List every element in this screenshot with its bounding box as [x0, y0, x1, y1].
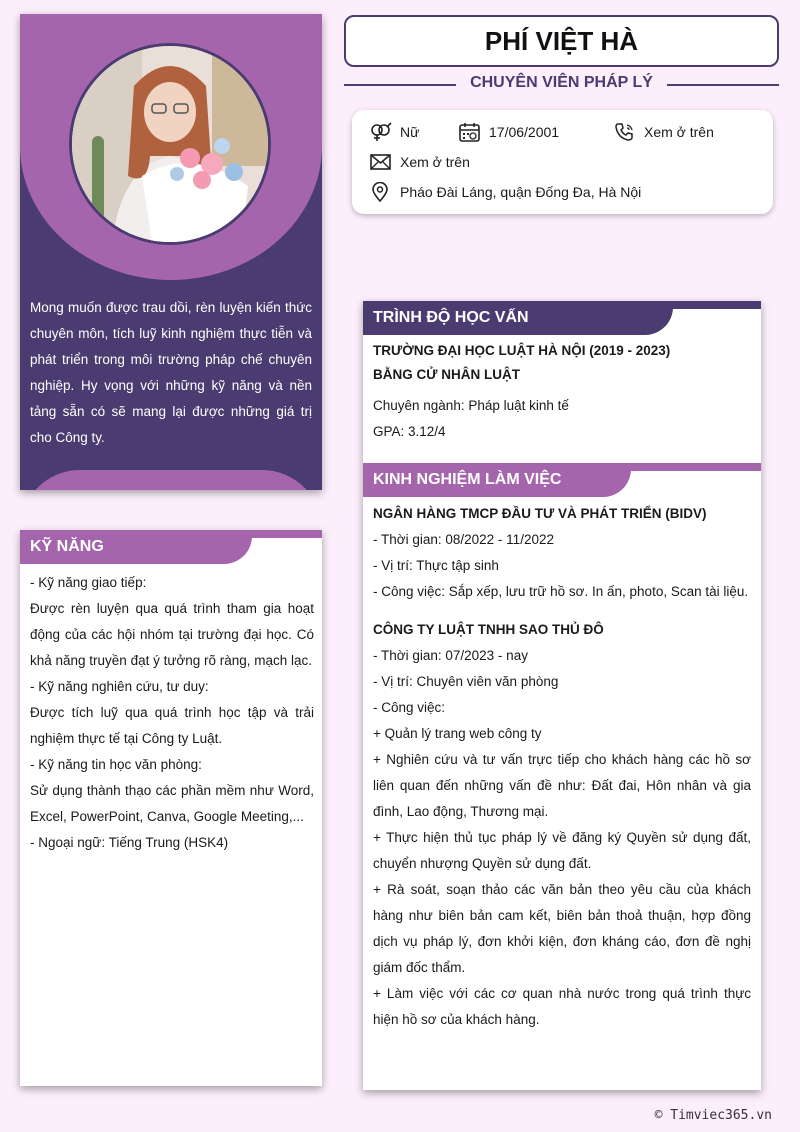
job-line: + Thực hiện thủ tục pháp lý về đăng ký Quyền sử dụng đất, chuyển nhượng Quyền sử dụng đất.: [373, 830, 751, 871]
skills-body: [20, 564, 322, 856]
job-line: - Thời gian: 07/2023 - nay: [373, 648, 528, 663]
skills-header-tab: [20, 530, 252, 564]
main-card: [363, 301, 761, 1090]
skills-header: [20, 530, 322, 564]
job-company: CÔNG TY LUẬT TNHH SAO THỦ ĐÔ: [373, 622, 604, 637]
job-title-text: CHUYÊN VIÊN PHÁP LÝ: [456, 74, 667, 91]
career-objective: Mong muốn được trau dồi, rèn luyện kiến thức chuyên môn, tích luỹ kinh nghiệm thực tiễn và phát triển trong môi trường pháp chế chuyên nghiệp. Hy vọng với những kỹ năng và nền tảng sẵn có sẽ mang lại được những giá trị cho Công ty.: [30, 300, 312, 445]
skill-line: - Kỹ năng tin học văn phòng:: [30, 757, 202, 772]
job-line: + Rà soát, soạn thảo các văn bản theo yêu cầu của khách hàng như biên bản cam kết, biên bản thoả thuận, hợp đồng dịch vụ pháp lý, đơn khởi kiện, đơn kháng cáo, đơn đề nghị giám đốc thẩm.: [373, 882, 751, 975]
education-header-tab: [363, 301, 673, 335]
job-line: + Làm việc với các cơ quan nhà nước trong quá trình thực hiện hồ sơ của khách hàng.: [373, 986, 751, 1027]
gender-icon: [370, 122, 392, 142]
job-line: - Vị trí: Thực tập sinh: [373, 558, 499, 573]
profile-card: [20, 14, 322, 490]
job-line: - Công việc: Sắp xếp, lưu trữ hồ sơ. In ấn, photo, Scan tài liệu.: [373, 584, 749, 599]
education-header: [363, 301, 761, 335]
calendar-icon: [459, 122, 481, 142]
experience-body: [363, 497, 761, 1033]
job-line: - Thời gian: 08/2022 - 11/2022: [373, 532, 554, 547]
profile-card-bottom-arc: [20, 470, 322, 490]
full-name: PHÍ VIỆT HÀ: [484, 25, 639, 56]
skill-line: Được rèn luyện qua quá trình tham gia hoạt động của các hội nhóm tại trường đại học. Có khả năng truyền đạt ý tưởng rõ ràng, mạch lạc.: [30, 601, 314, 668]
name-box: [344, 15, 779, 67]
experience-heading: KINH NGHIỆM LÀM VIỆC: [373, 471, 562, 488]
skills-heading: KỸ NĂNG: [30, 538, 104, 555]
education-degree: BẰNG CỬ NHÂN LUẬT: [373, 367, 520, 382]
gender-value: Nữ: [400, 124, 420, 140]
job-line: + Nghiên cứu và tư vấn trực tiếp cho khách hàng các hồ sơ liên quan đến những vấn đề như: Đất đai, Hôn nhân và gia đình, Lao động, Thương mại.: [373, 752, 751, 819]
job-line: + Quản lý trang web công ty: [373, 726, 542, 741]
job-title: [344, 74, 779, 92]
location-icon: [370, 182, 392, 202]
phone-icon: [614, 122, 636, 142]
education-body: [363, 335, 761, 445]
job-line: - Vị trí: Chuyên viên văn phòng: [373, 674, 559, 689]
experience-header-tab: [363, 463, 631, 497]
skill-line: - Kỹ năng nghiên cứu, tư duy:: [30, 679, 209, 694]
contact-card: [352, 110, 773, 214]
birthday-value: 17/06/2001: [489, 124, 560, 140]
skills-section: [20, 530, 322, 1086]
education-gpa: GPA: 3.12/4: [373, 424, 446, 439]
contact-phone: [614, 122, 714, 142]
job-title-row: [344, 74, 779, 96]
email-icon: [370, 152, 392, 172]
address-value: Pháo Đài Láng, quận Đống Đa, Hà Nội: [400, 184, 642, 200]
education-school: TRƯỜNG ĐẠI HỌC LUẬT HÀ NỘI (2019 - 2023): [373, 343, 671, 358]
contact-email: [370, 152, 470, 172]
skill-line: Được tích luỹ qua quá trình học tập và trải nghiệm thực tế tại Công ty Luật.: [30, 705, 314, 746]
contact-birthday: [459, 122, 559, 142]
avatar-photo-icon: [72, 46, 268, 242]
avatar: [69, 43, 271, 245]
phone-value: Xem ở trên: [644, 124, 714, 140]
skill-line: Sử dụng thành thạo các phần mềm như Word, Excel, PowerPoint, Canva, Google Meeting,...: [30, 783, 314, 824]
experience-header: [363, 463, 761, 497]
contact-address: [370, 182, 641, 202]
contact-gender: [370, 122, 419, 142]
email-value: Xem ở trên: [400, 154, 470, 170]
skill-line: - Kỹ năng giao tiếp:: [30, 575, 147, 590]
job-company: NGÂN HÀNG TMCP ĐẦU TƯ VÀ PHÁT TRIỂN (BIDV): [373, 506, 707, 521]
footer-credit: © Timviec365.vn: [654, 1108, 772, 1123]
skill-line: - Ngoại ngữ: Tiếng Trung (HSK4): [30, 835, 229, 850]
education-major: Chuyên ngành: Pháp luật kinh tế: [373, 398, 569, 413]
education-heading: TRÌNH ĐỘ HỌC VẤN: [373, 309, 529, 326]
job-line: - Công việc:: [373, 700, 446, 715]
